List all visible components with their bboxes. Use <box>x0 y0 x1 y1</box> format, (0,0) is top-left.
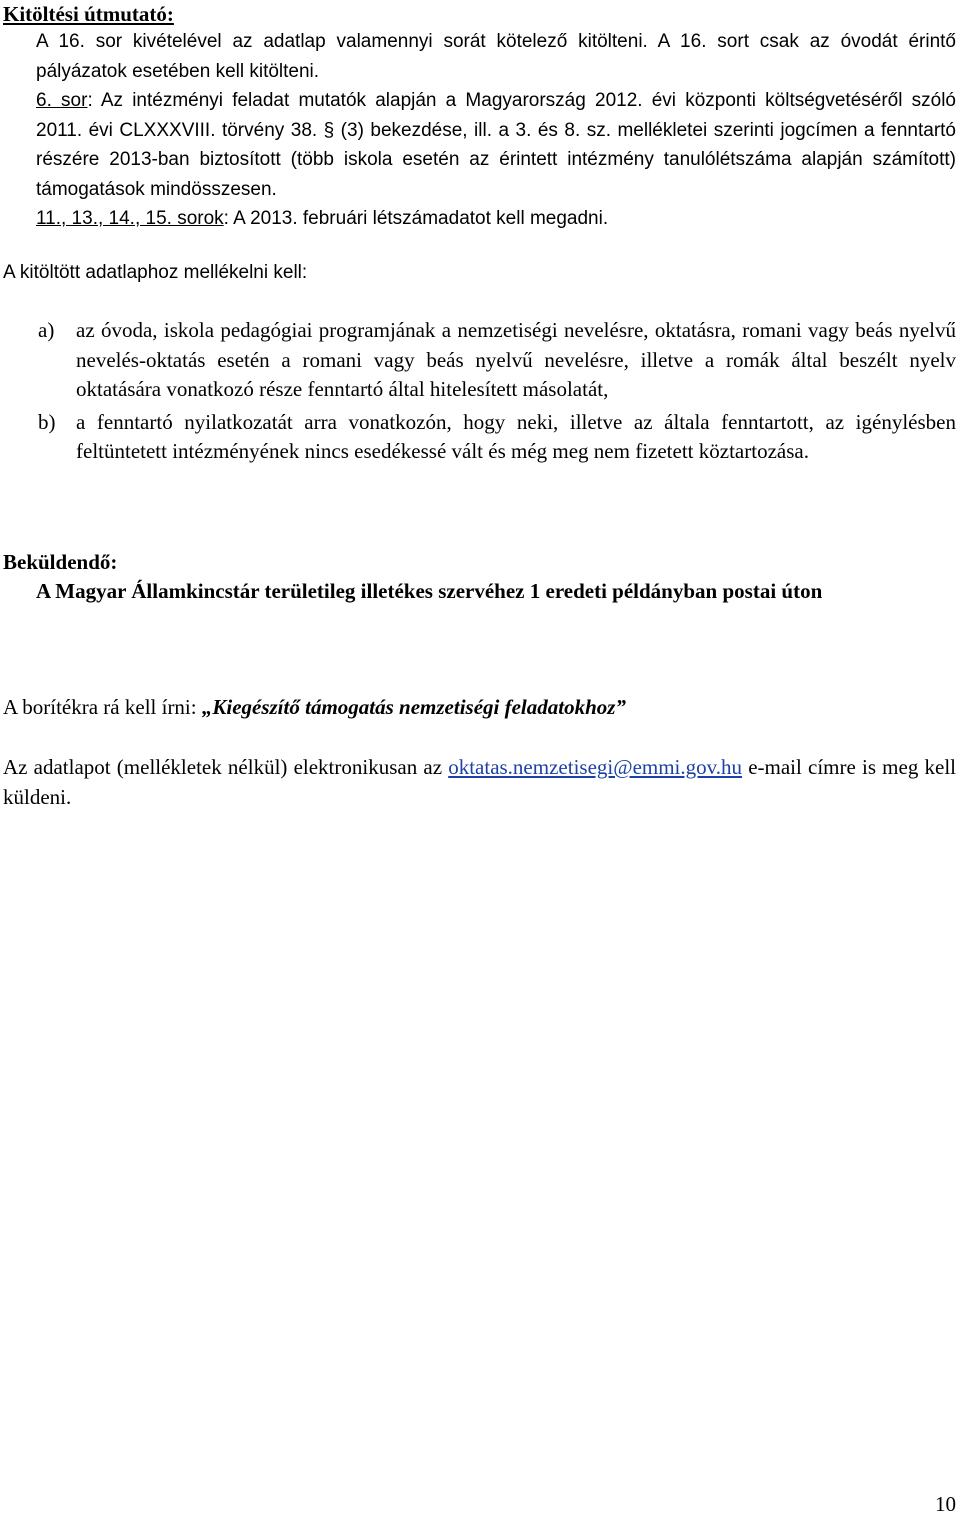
attachments-title: A kitöltött adatlaphoz mellékelni kell: <box>3 262 308 283</box>
envelope-label: „Kiegészítő támogatás nemzetiségi feladatokhoz” <box>201 695 626 719</box>
instructions-body <box>36 27 956 234</box>
instructions-paragraph-2 <box>36 86 956 204</box>
instructions-paragraph-3 <box>36 204 956 234</box>
attachments-list <box>3 316 956 470</box>
email-prefix: Az adatlapot (mellékletek nélkül) elektronikusan az <box>3 755 449 779</box>
rows-11-15-label: 11., 13., 14., 15. sorok <box>36 208 224 229</box>
email-link[interactable]: oktatas.nemzetisegi@emmi.gov.hu <box>448 755 743 779</box>
row-6-label: 6. sor <box>36 90 88 111</box>
email-suffix: e-mail címre is meg kell küldeni. <box>3 755 956 809</box>
instructions-heading: Kitöltési útmutató: <box>3 2 174 26</box>
email-instruction <box>3 753 956 812</box>
attachment-item-text: a fenntartó nyilatkozatát arra vonatkozón, hogy neki, illetve az általa fenntartott, az igénylésben feltüntetett intézményének nincs esedékessé vált és még meg nem fizetett köztartozása. <box>76 409 956 463</box>
row-6-text: : Az intézményi feladat mutatók alapján a Magyarország 2012. évi központi költségvetéséről szóló 2011. évi CLXXXVIII. törvény 38. § (3) bekezdése, ill. a 3. és 8. sz. mellékletei szerinti jogcímen a fenntartó részére 2013-ban biztosított (több iskola esetén az érintett intézmény tanulólétszáma alapján számított) támogatások mindösszesen. <box>36 90 956 200</box>
page-number: 10 <box>935 1492 956 1516</box>
instructions-paragraph-1: A 16. sor kivételével az adatlap valamennyi sorát kötelező kitölteni. A 16. sort csak az óvodát érintő pályázatok esetében kell kitölteni. <box>36 31 956 82</box>
envelope-prefix: A borítékra rá kell írni: <box>3 695 202 719</box>
attachment-item-a <box>3 316 956 405</box>
envelope-instruction <box>3 693 956 723</box>
sending-text: A Magyar Államkincstár területileg illetékes szervéhez 1 eredeti példányban postai úton <box>36 579 823 603</box>
attachment-item-b <box>3 408 956 467</box>
sending-title: Beküldendő: <box>3 550 118 574</box>
attachment-item-label: a) <box>38 318 55 342</box>
attachment-item-text: az óvoda, iskola pedagógiai programjának a nemzetiségi nevelésre, oktatásra, romani vagy beás nyelvű nevelés-oktatás esetén a romani vagy beás nyelvű nevelésre, illetve a romák által beszélt nyelv oktatására vonatkozó része fenntartó által hitelesített másolatát, <box>76 318 956 401</box>
rows-11-15-text: : A 2013. februári létszámadatot kell megadni. <box>223 208 609 229</box>
attachment-item-label: b) <box>38 409 56 434</box>
